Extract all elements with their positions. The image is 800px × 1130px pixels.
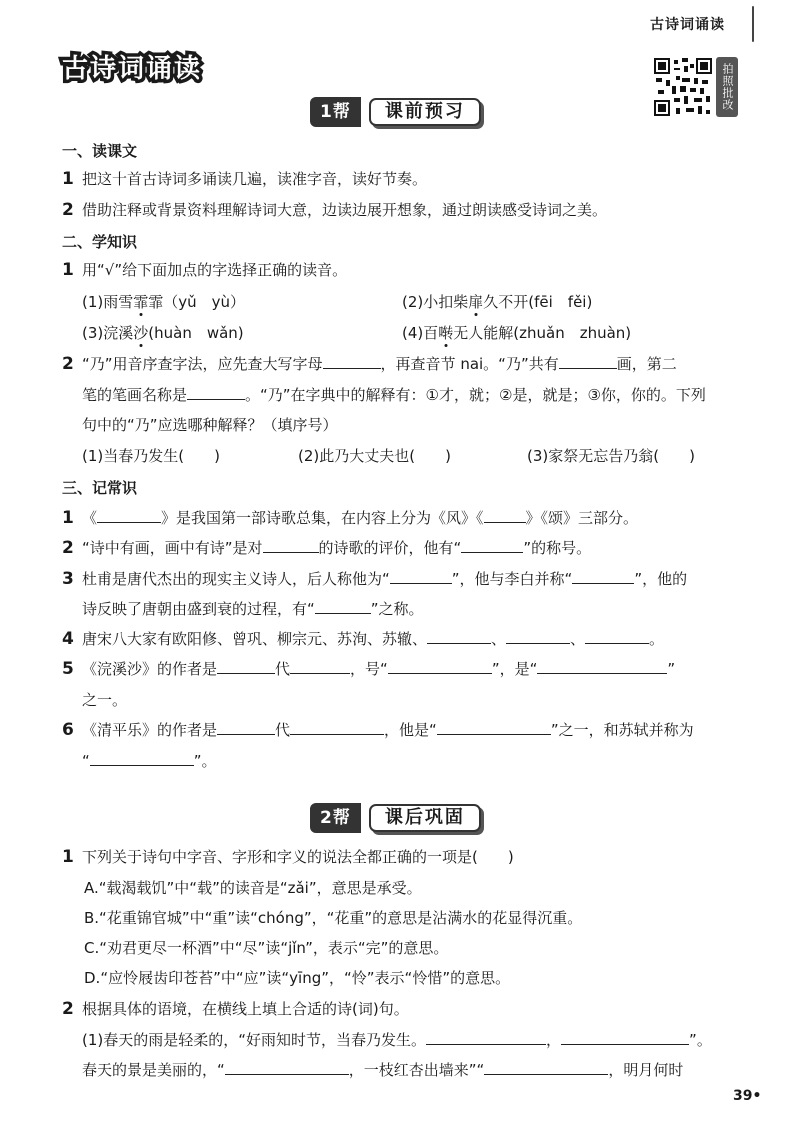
answer-blank[interactable] [390,569,452,584]
question-line: 1 下列关于诗句中字音、字形和字义的说法全都正确的一项是( ) [62,847,514,867]
answer-blank[interactable] [559,354,617,369]
question-line: 1 《 》是我国第一部诗歌总集，在内容上分为《风》《 》《颂》三部分。 [62,508,639,528]
option-item: (4)百啭无人能解(zhuǎn zhuàn) [402,324,632,342]
question-line: 4 唐宋八大家有欧阳修、曾巩、柳宗元、苏洵、苏辙、 、 、 。 [62,629,665,649]
choice-option-d: D.“应怜屐齿印苍苔”中“应”读“yīng”，“怜”表示“怜惜”的意思。 [84,969,511,987]
question-line: 1 把这十首古诗词多诵读几遍，读准字音，读好节奏。 [62,169,428,189]
answer-blank[interactable] [217,720,275,735]
answer-blank[interactable] [90,751,194,766]
answer-blank[interactable] [290,720,384,735]
question-line: 2 根据具体的语境，在横线上填上合适的诗(词)句。 [62,999,409,1019]
question-line: 之一。 [82,691,128,709]
question-line: 2 “诗中有画，画中有诗”是对 的诗歌的评价，他有“ ”的称号。 [62,538,592,558]
scan-grading-label[interactable]: 拍照批改 [716,57,738,117]
answer-blank[interactable] [484,508,526,523]
option-item: (1)雨雪霏霏（yǔ yù） [82,293,246,311]
qr-code-icon[interactable] [654,58,712,116]
answer-blank[interactable] [187,385,245,400]
answer-blank[interactable] [561,1030,689,1045]
answer-blank[interactable] [427,629,491,644]
question-line: 2 借助注释或背景资料理解诗词大意，边读边展开想象，通过朗读感受诗词之美。 [62,200,608,220]
question-line: 笔的笔画名称是 。“乃”在字典中的解释有：①才，就；②是，就是；③你，你的。下列 [82,386,706,404]
answer-blank[interactable] [426,1030,546,1045]
answer-blank[interactable] [537,659,667,674]
choice-option-a: A.“载渴载饥”中“载”的读音是“zǎi”，意思是承受。 [84,879,422,897]
answer-blank[interactable] [388,659,492,674]
question-line: 1 用“√”给下面加点的字选择正确的读音。 [62,260,348,280]
answer-blank[interactable] [290,659,350,674]
answer-blank[interactable] [263,538,319,553]
section-heading-learn: 二、学知识 [62,233,138,251]
question-line: (1)春天的雨是轻柔的，“好雨知时节，当春乃发生。 ， ”。 [82,1031,712,1049]
answer-blank[interactable] [315,599,371,614]
section-badge-preview [310,97,481,127]
option-item: (2)小扣柴扉久不开(fēi fěi) [402,293,593,311]
header-divider [752,6,754,42]
answer-blank[interactable] [506,629,570,644]
question-line: 5 《浣溪沙》的作者是 代 ，号“ ”，是“ ” [62,659,676,679]
answer-blank[interactable] [484,1060,608,1075]
question-line: 春天的景是美丽的，“ ，一枝红杏出墙来”“ ，明月何时 [82,1061,684,1079]
answer-blank[interactable] [585,629,649,644]
running-header: 古诗词诵读 [650,17,725,33]
answer-blank[interactable] [97,508,161,523]
answer-blank[interactable] [461,538,523,553]
question-line: 3 杜甫是唐代杰出的现实主义诗人，后人称他为“ ”，他与李白并称“ ”，他的 [62,569,688,589]
choice-option-b: B.“花重锦官城”中“重”读“chóng”，“花重”的意思是沾满水的花显得沉重。 [84,909,583,927]
option-item: (1)当春乃发生( ) [82,447,220,465]
answer-blank[interactable] [437,720,551,735]
section-badge-review [310,803,481,833]
badge-number: 1帮 [310,97,361,127]
page-number: 39• [733,1088,762,1104]
option-item: (3)浣溪沙(huàn wǎn) [82,324,244,342]
question-line: 句中的“乃”应选哪种解释？（填序号） [82,416,338,434]
choice-option-c: C.“劝君更尽一杯酒”中“尽”读“jǐn”，表示“完”的意思。 [84,939,449,957]
page-title: 古诗词诵读 [62,54,203,84]
question-line: 2 “乃”用音序查字法，应先查大写字母 ，再查音节 nai。“乃”共有 画，第二 [62,354,677,374]
badge-label: 课后巩固 [369,804,481,832]
badge-number: 2帮 [310,803,361,833]
section-heading-knowledge: 三、记常识 [62,479,138,497]
answer-blank[interactable] [323,354,381,369]
answer-blank[interactable] [572,569,634,584]
section-heading-read: 一、读课文 [62,142,138,160]
question-line: 诗反映了唐朝由盛到衰的过程，有“ ”之称。 [82,600,424,618]
option-item: (2)此乃大丈夫也( ) [298,447,451,465]
answer-blank[interactable] [217,659,275,674]
question-line: “ ”。 [82,752,217,770]
answer-blank[interactable] [225,1060,349,1075]
badge-label: 课前预习 [369,98,481,126]
option-item: (3)家祭无忘告乃翁( ) [527,447,695,465]
question-line: 6 《清平乐》的作者是 代 ，他是“ ”之一，和苏轼并称为 [62,720,694,740]
